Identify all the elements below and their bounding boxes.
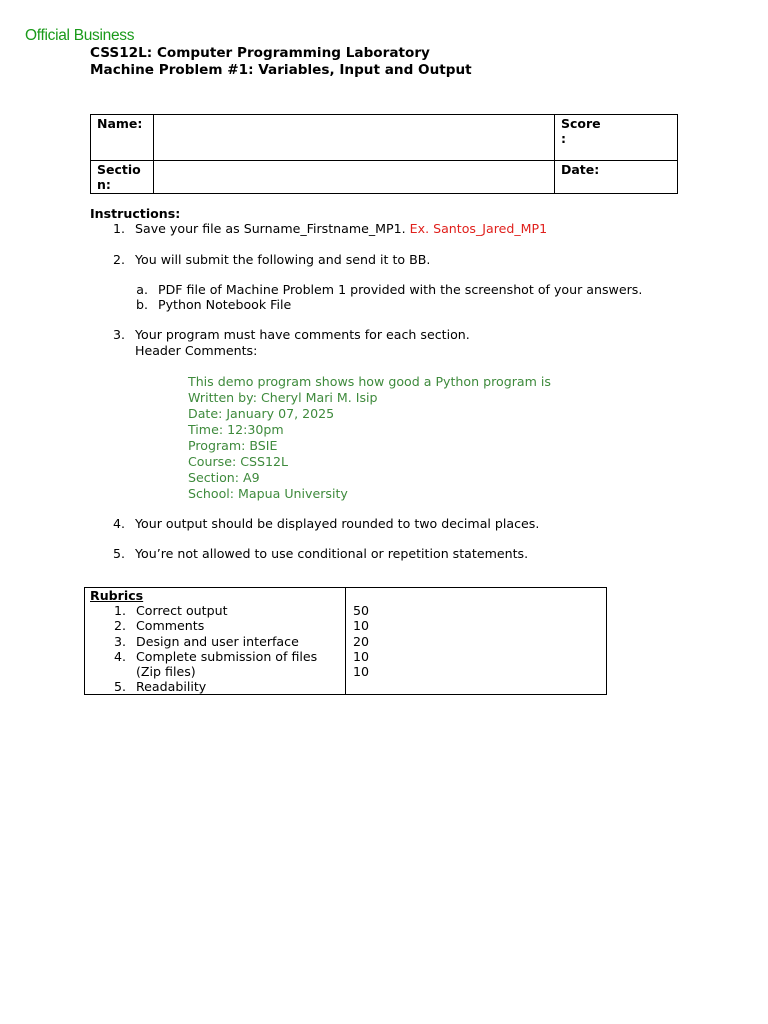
header-comment-line: This demo program shows how good a Python program is [188,374,551,389]
rubrics-heading: Rubrics [90,588,144,603]
instruction-item-4: Your output should be displayed rounded to two decimal places. [135,516,540,531]
name-label: Name: [91,115,154,161]
date-label: Date: [555,161,678,194]
rubric-number: 1. [113,603,126,618]
student-info-table [90,114,678,194]
problem-title: Machine Problem #1: Variables, Input and Output [90,62,472,78]
header-comment-line: Section: A9 [188,470,260,485]
rubrics-criteria-cell [85,588,346,695]
course-title: CSS12L: Computer Programming Laboratory [90,45,430,61]
filename-example: Ex. Santos_Jared_MP1 [409,221,548,236]
header-comments-label: Header Comments: [135,343,258,358]
rubric-label: Comments [136,618,205,633]
sub-item-letter: b. [136,297,148,312]
rubric-points: 10 [353,649,370,664]
rubric-label: (Zip files) [136,664,196,679]
header-comment-line: Date: January 07, 2025 [188,406,335,421]
score-label: Score : [555,115,678,161]
instruction-item-5: You’re not allowed to use conditional or repetition statements. [135,546,529,561]
rubric-number: 5. [113,679,126,694]
item-number: 2. [112,252,125,267]
rubrics-table [84,587,607,695]
header-comment-line: Program: BSIE [188,438,278,453]
header-comment-line: Written by: Cheryl Mari M. Isip [188,390,378,405]
rubric-points: 10 [353,664,370,679]
rubrics-points-cell [346,588,607,695]
rubric-label: Complete submission of files [136,649,318,664]
instruction-sub-a: PDF file of Machine Problem 1 provided with the screenshot of your answers. [158,282,643,297]
header-comment-line: Course: CSS12L [188,454,289,469]
item-number: 1. [112,221,125,236]
item-number: 3. [112,327,125,342]
header-comment-line: School: Mapua University [188,486,348,501]
sub-item-letter: a. [136,282,148,297]
section-label: Sectio n: [91,161,154,194]
rubric-points: 10 [353,618,370,633]
rubric-points: 50 [353,603,370,618]
instruction-item-1 [135,221,547,236]
instruction-sub-b: Python Notebook File [158,297,292,312]
rubric-label: Design and user interface [136,634,299,649]
item-number: 4. [112,516,125,531]
rubric-number: 2. [113,618,126,633]
instruction-text: Save your file as Surname_Firstname_MP1. [135,221,406,236]
header-comment-line: Time: 12:30pm [188,422,284,437]
instructions-heading: Instructions: [90,206,181,221]
official-business-marking: Official Business [25,27,135,44]
instruction-item-2: You will submit the following and send it to BB. [135,252,431,267]
item-number: 5. [112,546,125,561]
rubric-label: Correct output [136,603,228,618]
instruction-item-3: Your program must have comments for each section. [135,327,470,342]
section-field[interactable] [154,161,555,194]
rubric-label: Readability [136,679,207,694]
rubric-points: 20 [353,634,370,649]
rubric-number: 3. [113,634,126,649]
name-field[interactable] [154,115,555,161]
rubric-number: 4. [113,649,126,664]
